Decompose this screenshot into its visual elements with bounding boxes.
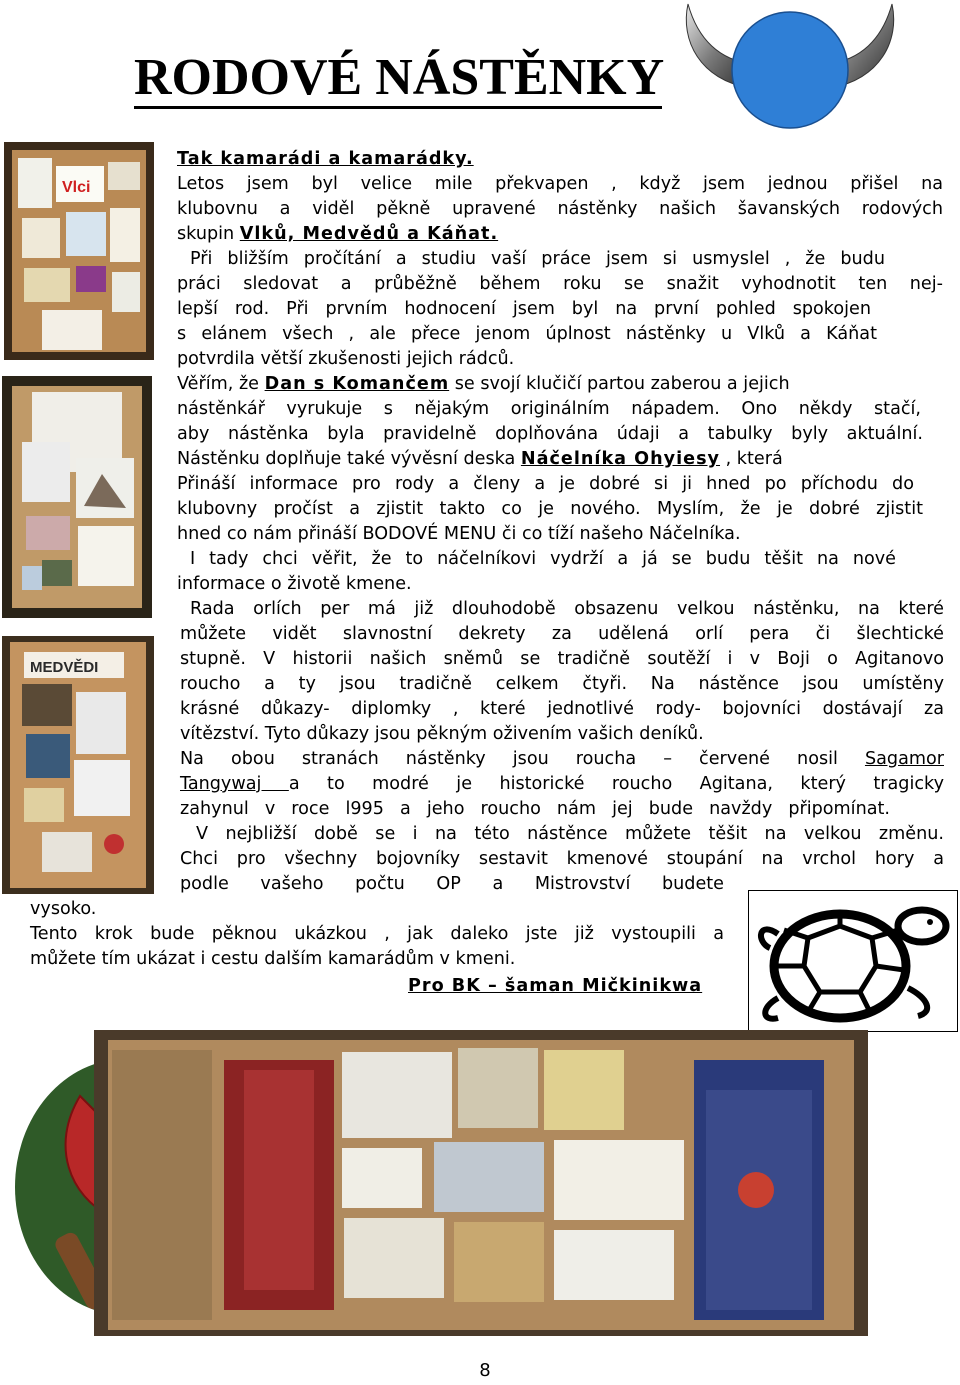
paragraph-line [177,222,498,247]
paragraph-line [180,772,944,797]
text-span: , která [720,449,783,469]
signature: Pro BK – šaman Mičkinikwa [408,976,703,996]
paragraph-line: hned co nám přináší BODOVÉ MENU či co tíží našeho Náčelníka. [177,524,741,544]
paragraph-line: V nejbližší době se i na této nástěnce můžete těšit na velkou změnu. [196,824,944,844]
text-span: Nástěnku doplňuje také vývěsní deska [177,449,521,469]
paragraph-line: zahynul v roce l995 a jeho roucho nám jej bude navždy připomínat. [180,799,890,819]
paragraph-line: lepší rod. Při prvním hodnocení jsem byl na první pohled spokojen [177,299,871,319]
council-board-photo [94,1030,868,1336]
page-title: RODOVÉ NÁSTĚNKY [134,48,662,109]
text-span: se svojí klučičí partou zaberou a jejich [449,374,790,394]
paragraph-line: můžete vidět slavnostní dekrety za udělená orlí pera či šlechtické [180,624,944,644]
paragraph-line: podle vašeho počtu OP a Mistrovství budete [180,874,724,894]
paragraph-line: Přináší informace pro rody a členy a je dobré si ji hned po příchodu do [177,474,914,494]
bears-board-photo [2,636,154,894]
paragraph-line: stupně. V historii našich sněmů se tradičně soutěží i v Boji o Agitanovo [180,649,944,669]
hawks-board-photo [2,376,152,618]
paragraph-line: potvrdila větší zkušenosti jejich rádců. [177,349,515,369]
paragraph-line [180,747,944,772]
turtle-icon [748,890,958,1032]
paragraph-line: nástěnkář vyrukuje s nějakým originálním nápadem. Ono někdy stačí, [177,399,921,419]
text-span: Na obou stranách nástěnky jsou roucha – červené nosil [180,749,865,769]
horned-emblem-icon [680,0,900,140]
clan-names: Vlků, Medvědů a Káňat. [239,224,499,244]
text-span: a to modré je historické roucho Agitana, který tragicky [288,774,944,794]
paragraph-line: vysoko. [30,899,97,919]
chief-name: Náčelníka Ohyiesy [520,449,721,469]
paragraph-line: I tady chci věřit, že to náčelníkovi vydrží a já se budu těšit na nové [190,549,896,569]
paragraph-line: Při bližším pročítání a studiu vaší práce jsem si usmyslel , že budu [190,249,885,269]
paragraph-line: Tento krok bude pěknou ukázkou , jak daleko jste již vystoupili a [30,924,724,944]
paragraph-line: vítězství. Tyto důkazy jsou pěkným oživením vašich deníků. [180,724,704,744]
paragraph-line: aby nástěnka byla pravidelně doplňována údaji a tabulky byly aktuální. [177,424,923,444]
text-span: skupin [177,224,240,244]
paragraph-line: Rada orlích per má již dlouhodobě obsazenu velkou nástěnku, na které [190,599,944,619]
paragraph-line: roucho a ty jsou tradičně celkem čtyři. Na nástěnce jsou umístěny [180,674,944,694]
paragraph-line: informace o životě kmene. [177,574,412,594]
clan-name: Dan s Komančem [264,374,450,394]
bear-sign-text: MEDVĚDI [30,659,99,676]
text-span: Věřím, že [177,374,265,394]
paragraph-line: s elánem všech , ale přece jenom úplnost nástěnky u Vlků a Káňat [177,324,877,344]
sagamor-name: Sagamor [864,749,944,769]
paragraph-line: krásné důkazy- diplomky , které jednotlivé rody- bojovníci dostávají za [180,699,944,719]
paragraph-line: Letos jsem byl velice mile překvapen , když jsem jednou přišel na [177,174,943,194]
tangywaj-name: Tangywaj [180,774,289,794]
page-number: 8 [479,1360,491,1381]
greeting: Tak kamarádi a kamarádky. [177,149,474,169]
paragraph-line: Chci pro všechny bojovníky sestavit kmenové stoupání na vrchol hory a [180,849,944,869]
paragraph-line [177,447,783,472]
paragraph-line: klubovny pročíst a zjistit takto co je nového. Myslím, že je dobré zjistit [177,499,923,519]
paragraph-line: můžete tím ukázat i cestu dalším kamarádům v kmeni. [30,949,516,969]
wolves-board-photo [4,142,154,360]
paragraph-line [177,372,790,397]
paragraph-line: klubovnu a viděl pěkně upravené nástěnky našich šavanských rodových [177,199,943,219]
paragraph-line: práci sledovat a průběžně během roku se snažit vyhodnotit ten nej- [177,274,943,294]
wolf-sign-text: Vlci [62,179,91,196]
